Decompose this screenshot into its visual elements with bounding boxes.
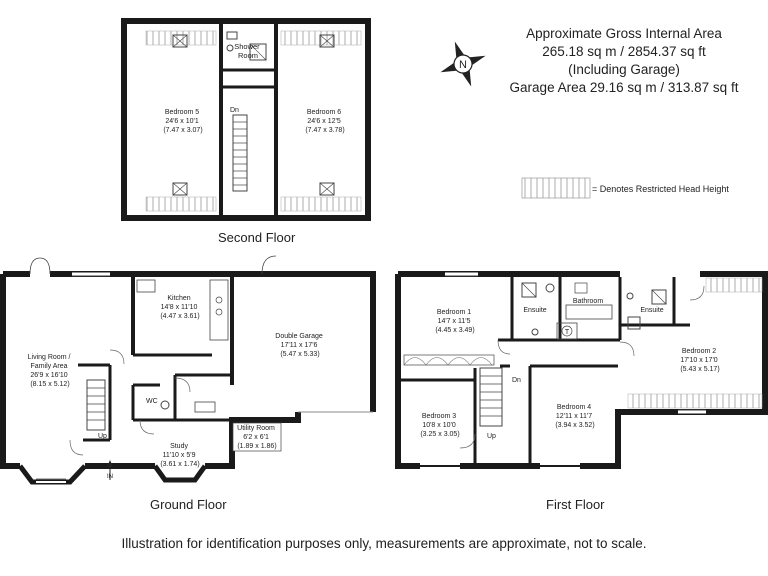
header-gross-area-value: 265.18 sq m / 2854.37 sq ft [542,44,706,59]
wardrobe [404,355,494,365]
restricted-head-height-band [146,197,216,211]
header-garage-area: Garage Area 29.16 sq m / 313.87 sq ft [509,80,739,95]
skylight [173,183,187,195]
stairs [87,380,105,430]
restricted-head-height-band [146,31,216,45]
shower-tray [628,317,640,329]
restricted-head-height-band [706,278,762,292]
skylight [320,183,334,195]
bathtub [566,305,612,319]
toilet [546,284,554,292]
toilet [161,401,169,409]
kitchen-sink [137,280,155,292]
toilet [627,293,633,299]
ground-floor-plan [3,256,373,482]
stairs [480,368,502,426]
room-label-ensuite-1: Ensuite [523,307,547,314]
restricted-head-height-band [628,394,762,408]
basin [227,32,237,39]
header-gross-area-title: Approximate Gross Internal Area [526,26,722,41]
legend-restricted-head-height: = Denotes Restricted Head Height [592,184,729,194]
header-including-garage: (Including Garage) [568,62,680,77]
utility-worktop [195,402,215,412]
room-label-bedroom-5: Bedroom 5 24'6 x 10'1 (7.47 x 3.07) [163,109,203,134]
basin [575,283,587,293]
room-label-bedroom-6: Bedroom 6 24'6 x 12'5 (7.47 x 3.78) [305,109,345,134]
room-label-bedroom-3: Bedroom 3 10'8 x 10'0 (3.25 x 3.05) [420,413,460,438]
floor-label-first: First Floor [546,497,605,512]
first-floor-plan [398,274,765,466]
room-label-bedroom-1: Bedroom 1 14'7 x 11'5 (4.45 x 3.49) [435,309,475,334]
restricted-head-height-band [281,31,361,45]
restricted-head-height-swatch [522,178,590,198]
room-label-utility-room: Utility Room 6'2 x 6'1 (1.89 x 1.86) [237,425,277,450]
toilet [227,45,233,51]
floor-label-ground: Ground Floor [150,497,227,512]
compass-north-letter: N [459,59,467,71]
room-label-living-room: Living Room / Family Area 26'9 x 16'10 (8.15 x 5.12) [27,354,71,388]
room-label-ensuite-2: Ensuite [640,307,664,314]
room-label-study: Study 11'10 x 5'9 (3.61 x 1.74) [160,443,200,468]
floor-label-second: Second Floor [218,230,296,245]
room-label-wc: WC [146,398,158,405]
cupboard-label: T [564,329,570,336]
entrance-label: IN [107,474,113,480]
room-label-shower-room: Shower Room [234,42,260,60]
stair-label-dn: Dn [512,377,521,384]
stairs [233,115,247,191]
room-label-double-garage: Double Garage 17'11 x 17'6 (5.47 x 5.33) [275,333,323,358]
disclaimer-footer: Illustration for identification purposes only, measurements are approximate, not to scale. [121,536,647,551]
room-label-bedroom-2: Bedroom 2 17'10 x 17'0 (5.43 x 5.17) [680,348,720,373]
room-label-bathroom: Bathroom [572,298,604,305]
room-label-bedroom-4: Bedroom 4 12'11 x 11'7 (3.94 x 3.52) [555,404,595,429]
stair-label-dn: Dn [230,107,239,114]
stair-label-up: Up [98,433,107,440]
second-floor-plan [124,21,368,218]
kitchen-worktop [210,280,228,340]
basin [532,329,538,335]
room-label-kitchen: Kitchen 14'8 x 11'10 (4.47 x 3.61) [160,295,200,320]
stair-label-up: Up [487,433,496,440]
restricted-head-height-band [281,197,361,211]
